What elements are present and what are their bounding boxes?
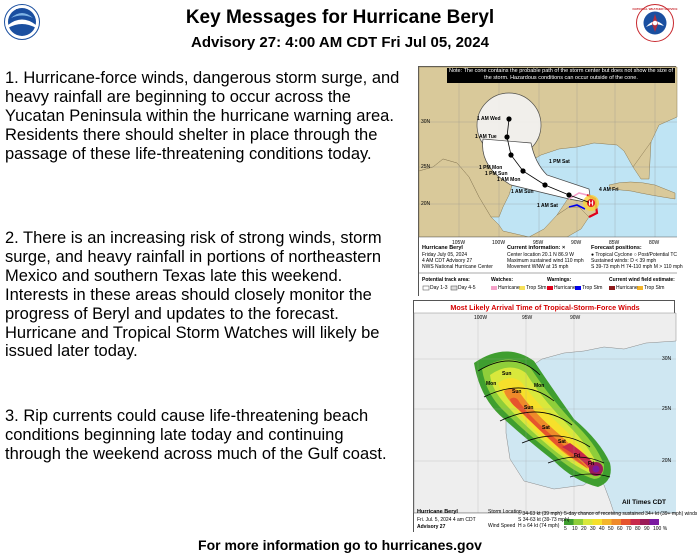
arrival-time-label: Fri xyxy=(588,461,595,467)
key-message-2: 2. There is an increasing risk of strong winds, storm surge, and heavy rainfall in portions of northeastern Mexico and southern Texas late this weekend. Interests in these areas should closely monitor the progress of Beryl and updates to the forecast. Hurricane and Tropical Storm Watches will likely be issued later today. xyxy=(5,229,382,361)
current-info-title: Current information: × xyxy=(507,245,566,251)
scale-tick: 90 xyxy=(644,526,650,532)
arrival-title: Most Likely Arrival Time of Tropical-Storm-Force Winds xyxy=(450,303,640,312)
forecast-line: ● Tropical Cyclone ○ Post/Potential TC xyxy=(591,252,677,258)
noaa-logo-text: NOAA xyxy=(15,7,29,13)
legend-wind-title: Current wind field estimate: xyxy=(609,277,675,283)
cone-lat-25n: 25N xyxy=(421,164,431,170)
key-message-1: 1. Hurricane-force winds, dangerous storm surge, and heavy rainfall are beginning to occur across the Yucatan Peninsula within the hurricane warning area. Residents there should shelter in place through the passage of these life-threatening conditions today. xyxy=(5,69,400,163)
scale-tick: 70 xyxy=(626,526,632,532)
cone-storm-name: Hurricane Beryl xyxy=(422,245,463,251)
legend-watches-title: Watches: xyxy=(491,277,514,283)
scale-tick: 5 xyxy=(564,526,567,532)
storm-location-label: Storm Location xyxy=(488,509,522,515)
track-label: 1 PM Sat xyxy=(549,159,570,165)
legend-item: Day 4-5 xyxy=(458,285,476,291)
current-info-line: Center location 20.1 N 86.9 W xyxy=(507,252,574,258)
arrival-lat-30n: 30N xyxy=(662,356,672,362)
cone-note: Note: The cone contains the probable path of the storm center but does not show the size of the storm. Hazardous conditions can occur outside of the cone. xyxy=(449,68,674,81)
track-label: 4 AM Fri xyxy=(599,187,619,193)
track-label: 1 AM Mon xyxy=(497,177,521,183)
legend-warnings-title: Warnings: xyxy=(547,277,572,283)
arrival-time-label: Mon xyxy=(486,381,497,387)
arrival-time-label: Sat xyxy=(542,425,550,431)
arrival-time-label: Sat xyxy=(558,439,566,445)
current-info-line: Movement WNW at 15 mph xyxy=(507,264,569,270)
current-info-line: Maximum sustained wind 110 mph xyxy=(507,258,584,264)
cone-lat-30n: 30N xyxy=(421,119,431,125)
legend-item: Trop Stm xyxy=(644,285,665,291)
track-label: 1 AM Sun xyxy=(511,189,534,195)
track-label: 1 AM Sat xyxy=(537,203,558,209)
cone-lon-100w: 100W xyxy=(492,240,506,246)
cone-lon-105w: 105W xyxy=(452,240,466,246)
scale-tick: 30 xyxy=(590,526,596,532)
track-label: 1 PM Mon xyxy=(479,165,503,171)
scale-tick: 100 % xyxy=(653,526,668,532)
key-message-3: 3. Rip currents could cause life-threatening beach conditions beginning late today and continuing through the weekend across much of the Gulf coast. xyxy=(5,407,387,463)
wind-speed-label: Wind Speed xyxy=(488,523,516,529)
legend-item: Day 1-3 xyxy=(430,285,448,291)
forecast-line: Sustained winds: D < 39 mph xyxy=(591,258,657,264)
scale-tick: 50 xyxy=(608,526,614,532)
track-label: 1 PM Sun xyxy=(485,171,508,177)
wind-line: H ≥ 64 kt (74 mph) xyxy=(518,523,560,529)
arrival-time-label: Mon xyxy=(534,383,545,389)
scale-title: 5-day chance of receiving sustained 34+ kt (39+ mph) winds xyxy=(564,511,697,517)
wind-line: S 34-63 kt (39-73 mph) xyxy=(518,517,570,523)
cone-info-line: NWS National Hurricane Center xyxy=(422,264,493,270)
arrival-time-graphic xyxy=(413,300,697,532)
cone-info-line: 4 AM CDT Advisory 27 xyxy=(422,258,473,264)
arrival-lat-25n: 25N xyxy=(662,406,672,412)
arrival-lon-95w: 95W xyxy=(522,315,533,321)
forecast-line: S 39-73 mph H 74-110 mph M > 110 mph xyxy=(591,264,683,270)
cone-info-line: Friday July 05, 2024 xyxy=(422,252,468,258)
arrival-storm-name: Hurricane Beryl xyxy=(417,509,458,515)
scale-tick: 20 xyxy=(581,526,587,532)
forecast-positions-title: Forecast positions: xyxy=(591,245,642,251)
arrival-time-label: Fri xyxy=(574,453,581,459)
nws-logo-text: NATIONAL WEATHER SERVICE xyxy=(632,7,678,11)
cone-lon-95w: 95W xyxy=(533,240,544,246)
legend-item: Trop Stm xyxy=(526,285,547,291)
legend-item: Hurricane xyxy=(616,285,638,291)
track-label: 1 AM Tue xyxy=(475,134,497,140)
scale-tick: 10 xyxy=(572,526,578,532)
svg-text:H: H xyxy=(588,200,594,208)
legend-item: Hurricane xyxy=(498,285,520,291)
arrival-lat-20n: 20N xyxy=(662,458,672,464)
cone-lon-80w: 80W xyxy=(649,240,660,246)
legend-item: Trop Stm xyxy=(582,285,603,291)
forecast-cone-graphic xyxy=(418,66,683,296)
cone-lon-90w: 90W xyxy=(571,240,582,246)
footer-link-text[interactable]: For more information go to hurricanes.gov xyxy=(198,537,482,553)
cone-lon-85w: 85W xyxy=(609,240,620,246)
advisory-subtitle: Advisory 27: 4:00 AM CDT Fri Jul 05, 2024 xyxy=(191,34,489,51)
scale-tick: 80 xyxy=(635,526,641,532)
legend-item: Hurricane xyxy=(554,285,576,291)
arrival-time-label: Sun xyxy=(524,405,534,411)
legend-track-title: Potential track area: xyxy=(422,277,470,283)
wind-line: ○ 34-63 kt (39 mph) xyxy=(518,511,562,517)
arrival-time-label: Sun xyxy=(502,371,512,377)
arrival-date: Fri. Jul. 5, 2024 4 am CDT xyxy=(417,517,476,523)
scale-tick: 40 xyxy=(599,526,605,532)
arrival-lon-90w: 90W xyxy=(570,315,581,321)
scale-tick: 60 xyxy=(617,526,623,532)
page-title: Key Messages for Hurricane Beryl xyxy=(185,7,495,28)
arrival-time-label: Sun xyxy=(512,389,522,395)
arrival-advisory: Advisory 27 xyxy=(417,524,446,530)
track-label: 1 AM Wed xyxy=(477,116,501,122)
all-times-cdt: All Times CDT xyxy=(622,499,666,506)
arrival-lon-100w: 100W xyxy=(474,315,488,321)
cone-lat-20n: 20N xyxy=(421,201,431,207)
